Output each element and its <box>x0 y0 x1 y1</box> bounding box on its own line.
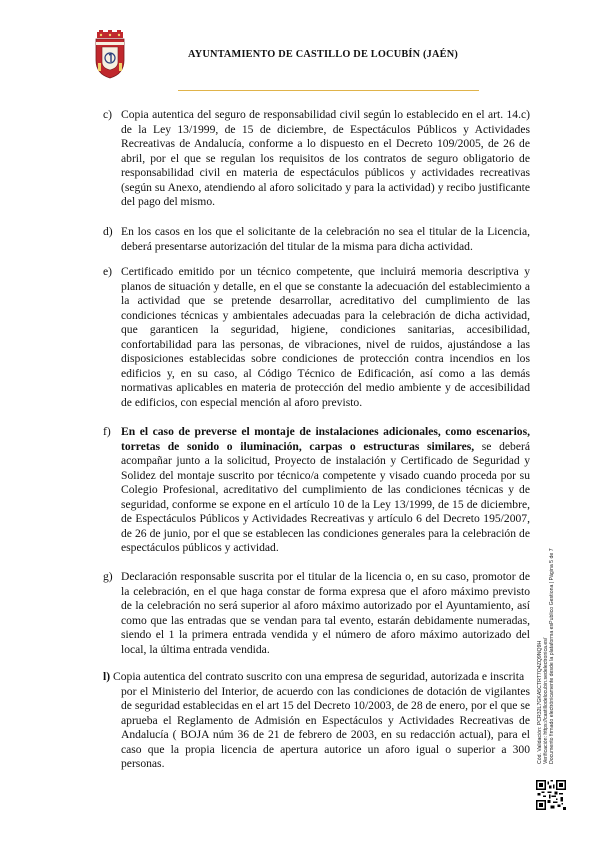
item-text: Certificado emitido por un técnico competente, que incluirá memoria descriptiva y planos de situación y detalle, en el que se constante la adecuación del establecimiento a la actividad que se pretende desarrollar, acreditativo del cumplimiento de las condiciones técnicas y ambientales adecuadas para la celebración de dicha actividad, que garanticen la seguridad, higiene, condiciones sanitarias, accesibilidad, confortabilidad para las personas, de vibraciones, nivel de ruidos, ajustándose a las disposiciones establecidas sobre condiciones de protección contra incendios en los edificios y, en su caso, al Código Técnico de Edificación, así como a las demás normativas aplicables en materia de protección del medio ambiente y de accesibilidad de edificios, con especial mención al aforo previsto. <box>121 265 530 409</box>
header-divider <box>178 90 479 91</box>
item-marker: f) <box>103 425 111 438</box>
verification-url: Verificación: https://castillodelocubin.sedelectronica.es/ <box>543 637 550 764</box>
item-text-cont: por el Ministerio del Interior, de acuerdo con las condiciones de dotación de vigilantes de seguridad establecidas en el art 15 del Decreto 10/2003, de 28 de enero, por el que se aprueba el Reglamento de Admisión en Espectáculos y Actividades Recreativas de Andalucía ( BOJA núm 36 de 21 de febrero de 2003, en su redacción actual), para el caso que la propia licencia de apertura autorice un aforo igual o superior a 300 personas. <box>121 684 530 770</box>
item-text: Declaración responsable suscrita por el titular de la licencia o, en su caso, promotor de la celebración, en el que haga constar de forma expresa que el aforo máximo previsto de la celebración no será superior al aforo máximo autorizado por el Ayuntamiento, así como que las entradas que se vendan para tal evento, estarán debidamente numeradas, siendo el 1 la primera entrada vendida y el número de aforo máximo autorizado del local, la última entrada vendida. <box>121 570 530 656</box>
item-bold-lead: En el caso de preverse el montaje de instalaciones adicionales, como escenarios, torretas de sonido o iluminación, carpas o estructuras similares, <box>121 425 530 453</box>
validation-side-note <box>537 548 556 764</box>
list-item-c <box>103 108 530 210</box>
item-marker: l) <box>103 670 111 683</box>
header-title: AYUNTAMIENTO DE CASTILLO DE LOCUBÍN (JAÉN) <box>188 49 458 60</box>
validation-code: Cód. Validación: PCR32L7GKA5CTRT7Q4ZQ9NQ9H <box>537 640 543 764</box>
item-text <box>103 670 530 685</box>
item-text <box>121 425 530 556</box>
municipal-crest-logo <box>93 30 127 80</box>
list-item-l <box>103 670 530 772</box>
item-text-rest: se deberá acompañar junto a la solicitud, Proyecto de instalación y Certificado de Seguridad y Solidez del montaje suscrito por técnico/a competente y visado cuando proceda por su Colegio Profesional, acreditativo del cumplimiento de las condiciones técnicas y de seguridad, conforme se expone en el artículo 10 de la Ley 13/1999, de 15 de diciembre, de Espectáculos Públicos y Actividades Recreativas y artículo 6 del Decreto 195/2007, de 26 de junio, por el que se establecen las condiciones generales para la celebración de espectáculos públicos y actividad. <box>121 439 530 554</box>
item-marker: c) <box>103 108 113 121</box>
item-marker: e) <box>103 265 113 278</box>
item-text-first: Copia autentica del contrato suscrito con una empresa de seguridad, autorizada e inscrita <box>113 670 525 683</box>
qr-code-icon <box>536 780 566 810</box>
list-item-e <box>103 265 530 410</box>
list-item-d <box>103 225 530 254</box>
signature-note: Documento firmado electrónicamente desde la plataforma esPublico Gestiona | Página 5 de 7 <box>549 548 556 764</box>
item-text: Copia autentica del seguro de responsabilidad civil según lo establecido en el art. 14.c) de la Ley 13/1999, de 15 de diciembre, de Espectáculos Públicos y Actividades Recreativas de Andalucía, conforme a lo dispuesto en el Decreto 109/2005, de 26 de abril, por el que se regulan los requisitos de los contratos de seguro obligatorio de responsabilidad civil en materia de espectáculos públicos y actividades recreativas (según su Anexo, atendiendo al aforo solicitado y para la actividad) y recibo justificante del pago del mismo. <box>121 108 530 208</box>
list-item-f <box>103 425 530 556</box>
item-marker: g) <box>103 570 113 583</box>
item-marker: d) <box>103 225 113 238</box>
list-item-g <box>103 570 530 657</box>
item-text: En los casos en los que el solicitante de la celebración no sea el titular de la Licencia, deberá presentarse autorización del titular de la misma para dicha actividad. <box>121 225 530 253</box>
